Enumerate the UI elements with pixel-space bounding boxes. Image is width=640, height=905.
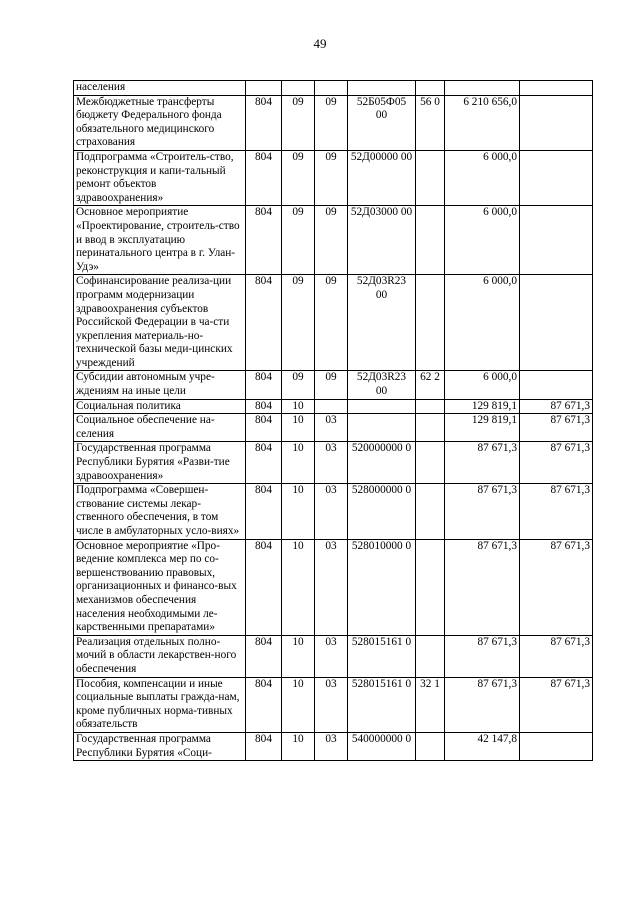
item-name-cell: Государственная программа Республики Бурятия «Разви-тие здравоохранения» (74, 442, 246, 484)
amount-cell: 87 671,3 (445, 442, 520, 484)
subsection-code-cell: 03 (315, 442, 348, 484)
target-article-cell: 52Д00000 00 (348, 150, 416, 205)
section-code-cell: 10 (282, 414, 315, 442)
table-row (74, 635, 593, 677)
expense-type-cell (416, 275, 445, 371)
amount-cell: 87 671,3 (445, 539, 520, 635)
grbs-code-cell (246, 81, 282, 96)
target-article-cell: 540000000 0 (348, 732, 416, 760)
section-code-cell: 09 (282, 206, 315, 275)
item-name-cell: Пособия, компенсации и иные социальные выплаты гражда-нам, кроме публичных норма-тивных обязательств (74, 677, 246, 732)
expense-type-cell (416, 732, 445, 760)
section-code-cell: 09 (282, 150, 315, 205)
amount-cell: 87 671,3 (445, 677, 520, 732)
grbs-code-cell: 804 (246, 371, 282, 399)
federal-amount-cell (520, 95, 593, 150)
item-name-cell: Основное мероприятие «Проектирование, строитель-ство и ввод в эксплуатацию перинатального центра в г. Улан-Удэ» (74, 206, 246, 275)
subsection-code-cell: 03 (315, 539, 348, 635)
table-row (74, 95, 593, 150)
grbs-code-cell: 804 (246, 150, 282, 205)
federal-amount-cell: 87 671,3 (520, 399, 593, 414)
federal-amount-cell: 87 671,3 (520, 539, 593, 635)
amount-cell: 6 000,0 (445, 150, 520, 205)
section-code-cell: 09 (282, 95, 315, 150)
section-code-cell: 10 (282, 484, 315, 539)
grbs-code-cell: 804 (246, 399, 282, 414)
target-article-cell: 52Д03R23 00 (348, 275, 416, 371)
table-row (74, 732, 593, 760)
item-name-cell: Субсидии автономным учре-ждениям на иные цели (74, 371, 246, 399)
table-row (74, 150, 593, 205)
item-name-cell: Государственная программа Республики Бурятия «Соци- (74, 732, 246, 760)
subsection-code-cell: 03 (315, 732, 348, 760)
expense-type-cell (416, 539, 445, 635)
grbs-code-cell: 804 (246, 732, 282, 760)
subsection-code-cell: 03 (315, 635, 348, 677)
federal-amount-cell (520, 206, 593, 275)
target-article-cell (348, 399, 416, 414)
target-article-cell: 52Д03R23 00 (348, 371, 416, 399)
table-row (74, 399, 593, 414)
page-number: 49 (313, 36, 327, 51)
budget-table-body (74, 81, 593, 761)
federal-amount-cell: 87 671,3 (520, 414, 593, 442)
amount-cell: 129 819,1 (445, 414, 520, 442)
subsection-code-cell (315, 81, 348, 96)
table-row (74, 484, 593, 539)
amount-cell: 6 210 656,0 (445, 95, 520, 150)
subsection-code-cell: 09 (315, 275, 348, 371)
section-code-cell: 10 (282, 442, 315, 484)
subsection-code-cell (315, 399, 348, 414)
section-code-cell: 10 (282, 399, 315, 414)
target-article-cell: 52Д03000 00 (348, 206, 416, 275)
amount-cell: 6 000,0 (445, 275, 520, 371)
subsection-code-cell: 09 (315, 150, 348, 205)
federal-amount-cell (520, 150, 593, 205)
subsection-code-cell: 03 (315, 414, 348, 442)
grbs-code-cell: 804 (246, 442, 282, 484)
expense-type-cell (416, 414, 445, 442)
grbs-code-cell: 804 (246, 414, 282, 442)
subsection-code-cell: 09 (315, 206, 348, 275)
subsection-code-cell: 09 (315, 95, 348, 150)
expense-type-cell (416, 442, 445, 484)
expense-type-cell (416, 81, 445, 96)
federal-amount-cell (520, 275, 593, 371)
table-row (74, 539, 593, 635)
amount-cell: 129 819,1 (445, 399, 520, 414)
federal-amount-cell: 87 671,3 (520, 484, 593, 539)
section-code-cell: 10 (282, 635, 315, 677)
table-row (74, 371, 593, 399)
federal-amount-cell (520, 81, 593, 96)
expense-type-cell: 62 2 (416, 371, 445, 399)
expense-type-cell: 32 1 (416, 677, 445, 732)
federal-amount-cell (520, 371, 593, 399)
federal-amount-cell (520, 732, 593, 760)
section-code-cell (282, 81, 315, 96)
expense-type-cell (416, 484, 445, 539)
amount-cell: 6 000,0 (445, 371, 520, 399)
federal-amount-cell: 87 671,3 (520, 442, 593, 484)
expense-type-cell: 56 0 (416, 95, 445, 150)
amount-cell: 6 000,0 (445, 206, 520, 275)
target-article-cell: 528010000 0 (348, 539, 416, 635)
table-row (74, 275, 593, 371)
expense-type-cell (416, 635, 445, 677)
item-name-cell: Социальное обеспечение на-селения (74, 414, 246, 442)
section-code-cell: 09 (282, 275, 315, 371)
federal-amount-cell: 87 671,3 (520, 635, 593, 677)
section-code-cell: 10 (282, 677, 315, 732)
target-article-cell: 520000000 0 (348, 442, 416, 484)
amount-cell: 87 671,3 (445, 484, 520, 539)
target-article-cell (348, 81, 416, 96)
amount-cell: 42 147,8 (445, 732, 520, 760)
amount-cell: 87 671,3 (445, 635, 520, 677)
grbs-code-cell: 804 (246, 206, 282, 275)
table-row (74, 206, 593, 275)
item-name-cell: населения (74, 81, 246, 96)
subsection-code-cell: 03 (315, 677, 348, 732)
table-row (74, 414, 593, 442)
item-name-cell: Подпрограмма «Совершен-ствование системы лекар-ственного обеспечения, в том числе в амбулаторных усло-виях» (74, 484, 246, 539)
target-article-cell: 52Б05Ф05 00 (348, 95, 416, 150)
grbs-code-cell: 804 (246, 677, 282, 732)
target-article-cell (348, 414, 416, 442)
expense-type-cell (416, 399, 445, 414)
section-code-cell: 10 (282, 732, 315, 760)
table-row (74, 81, 593, 96)
target-article-cell: 528015161 0 (348, 677, 416, 732)
item-name-cell: Реализация отдельных полно-мочий в области лекарствен-ного обеспечения (74, 635, 246, 677)
grbs-code-cell: 804 (246, 484, 282, 539)
item-name-cell: Основное мероприятие «Про-ведение комплекса мер по со-вершенствованию правовых, организационных и финансо-вых механизмов обеспечения населения необходимыми ле-карственными препаратами» (74, 539, 246, 635)
expense-type-cell (416, 150, 445, 205)
grbs-code-cell: 804 (246, 275, 282, 371)
expense-type-cell (416, 206, 445, 275)
target-article-cell: 528015161 0 (348, 635, 416, 677)
federal-amount-cell: 87 671,3 (520, 677, 593, 732)
grbs-code-cell: 804 (246, 539, 282, 635)
grbs-code-cell: 804 (246, 635, 282, 677)
section-code-cell: 10 (282, 539, 315, 635)
table-row (74, 442, 593, 484)
item-name-cell: Социальная политика (74, 399, 246, 414)
section-code-cell: 09 (282, 371, 315, 399)
target-article-cell: 528000000 0 (348, 484, 416, 539)
grbs-code-cell: 804 (246, 95, 282, 150)
subsection-code-cell: 03 (315, 484, 348, 539)
item-name-cell: Подпрограмма «Строитель-ство, реконструкция и капи-тальный ремонт объектов здравоохранения» (74, 150, 246, 205)
amount-cell (445, 81, 520, 96)
table-row (74, 677, 593, 732)
subsection-code-cell: 09 (315, 371, 348, 399)
item-name-cell: Софинансирование реализа-ции программ модернизации здравоохранения субъектов Российской Федерации в ча-сти укрепления материаль-но-технической базы меди-цинских учреждений (74, 275, 246, 371)
budget-table (73, 80, 593, 761)
item-name-cell: Межбюджетные трансферты бюджету Федерального фонда обязательного медицинского страхования (74, 95, 246, 150)
